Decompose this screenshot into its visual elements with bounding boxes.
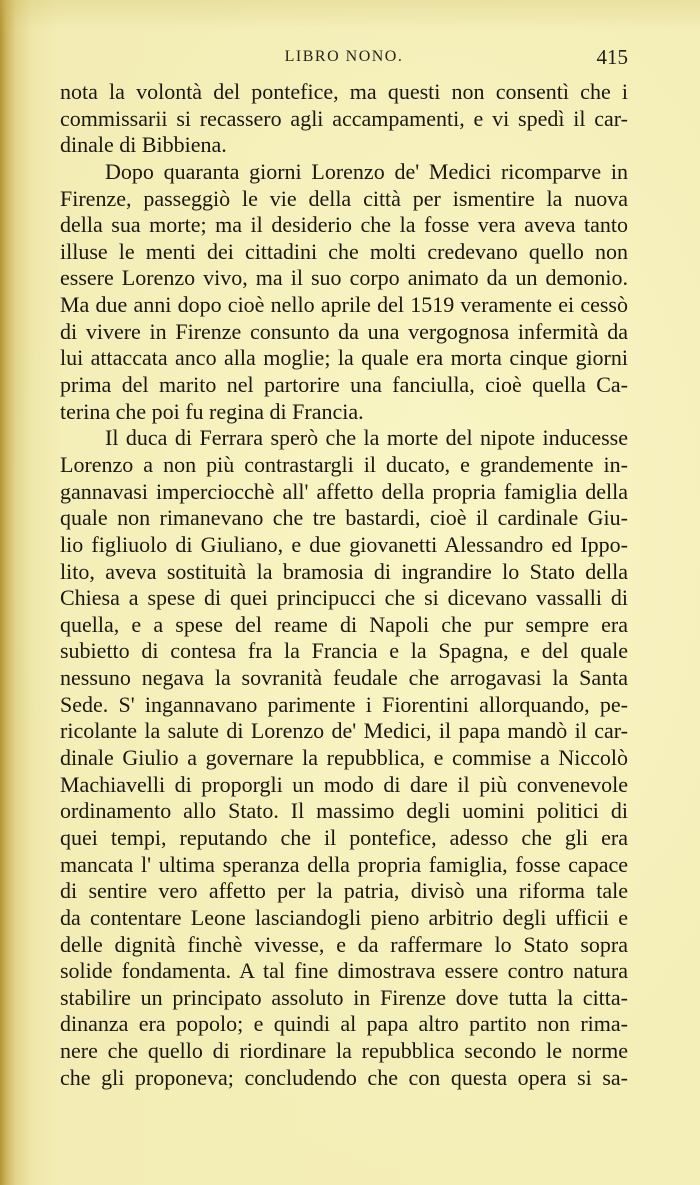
text-line: commissarii si recassero agli accampamenti, e vi spedì il car- [60, 105, 628, 131]
page-header [60, 43, 628, 71]
paragraph [60, 425, 628, 1091]
text-line: che gli proponeva; concludendo che con questa opera si sa- [60, 1064, 628, 1090]
text-line: illuse le menti dei cittadini che molti credevano quello non [60, 238, 628, 264]
text-line: prima del marito nel partorire una fanciulla, cioè quella Ca- [60, 372, 628, 398]
text-line: di vivere in Firenze consunto da una vergognosa infermità da [60, 318, 628, 344]
page-top-shade [0, 0, 700, 30]
text-line: dinanza era popolo; e quindi al papa altro partito non rima- [60, 1011, 628, 1037]
text-line: Machiavelli di proporgli un modo di dare il più convenevole [60, 771, 628, 797]
text-line: quella, e a spese del reame di Napoli che pur sempre era [60, 611, 628, 637]
text-line: ricolante la salute di Lorenzo de' Medici, il papa mandò il car- [60, 718, 628, 744]
paragraph [60, 159, 628, 425]
running-title: LIBRO NONO. [284, 48, 404, 65]
text-line: mancata l' ultima speranza della propria famiglia, fosse capace [60, 851, 628, 877]
text-line: subietto di contesa fra la Francia e la Spagna, e del quale [60, 638, 628, 664]
text-line: terina che poi fu regina di Francia. [60, 398, 364, 424]
text-line: di sentire vero affetto per la patria, divisò una riforma tale [60, 878, 628, 904]
text-line: quei tempi, reputando che il pontefice, adesso che gli era [60, 824, 628, 850]
text-line: gannavasi imperciocchè all' affetto della propria famiglia della [60, 478, 628, 504]
text-line: nere che quello di riordinare la repubblica secondo le norme [60, 1038, 628, 1064]
text-line: stabilire un principato assoluto in Firenze dove tutta la citta- [60, 984, 628, 1010]
page-number: 415 [596, 45, 628, 69]
text-line: quale non rimanevano che tre bastardi, cioè il cardinale Giu- [60, 505, 628, 531]
text-line: Chiesa a spese di quei principucci che si dicevano vassalli di [60, 585, 628, 611]
text-line: solide fondamenta. A tal fine dimostrava essere contro natura [60, 958, 628, 984]
text-line: dinale Giulio a governare la repubblica, e commise a Niccolò [60, 745, 628, 771]
text-line: Sede. S' ingannavano parimente i Fiorentini allorquando, pe- [60, 691, 628, 717]
text-line: della sua morte; ma il desiderio che la fosse vera aveva tanto [60, 212, 628, 238]
paragraph [60, 79, 628, 159]
text-line: lio figliuolo di Giuliano, e due giovanetti Alessandro ed Ippo- [60, 531, 628, 557]
text-line: nota la volontà del pontefice, ma questi non consentì che i [60, 79, 628, 104]
text-line: Lorenzo a non più contrastargli il ducato, e grandemente in- [60, 451, 628, 477]
text-line: lui attaccata anco alla moglie; la quale era morta cinque giorni [60, 345, 628, 371]
text-line: Ma due anni dopo cioè nello aprile del 1519 veramente ei cessò [60, 292, 628, 318]
text-line: Dopo quaranta giorni Lorenzo de' Medici ricomparve in [105, 158, 628, 184]
text-line: dinale di Bibbiena. [60, 132, 227, 158]
text-line: da contentare Leone lasciandogli pieno arbitrio degli ufficii e [60, 904, 628, 930]
text-line: essere Lorenzo vivo, ma il suo corpo animato da un demonio. [60, 265, 628, 291]
text-line: delle dignità finchè vivesse, e da raffermare lo Stato sopra [60, 931, 628, 957]
text-line: ordinamento allo Stato. Il massimo degli uomini politici di [60, 798, 628, 824]
text-line: lito, aveva sostituità la bramosia di ingrandire lo Stato della [60, 558, 628, 584]
text-line: Firenze, passeggiò le vie della città per ismentire la nuova [60, 185, 628, 211]
text-line: Il duca di Ferrara sperò che la morte del nipote inducesse [105, 425, 628, 451]
body-text [60, 79, 628, 1091]
text-line: nessuno negava la sovranità feudale che arrogavasi la Santa [60, 665, 628, 691]
